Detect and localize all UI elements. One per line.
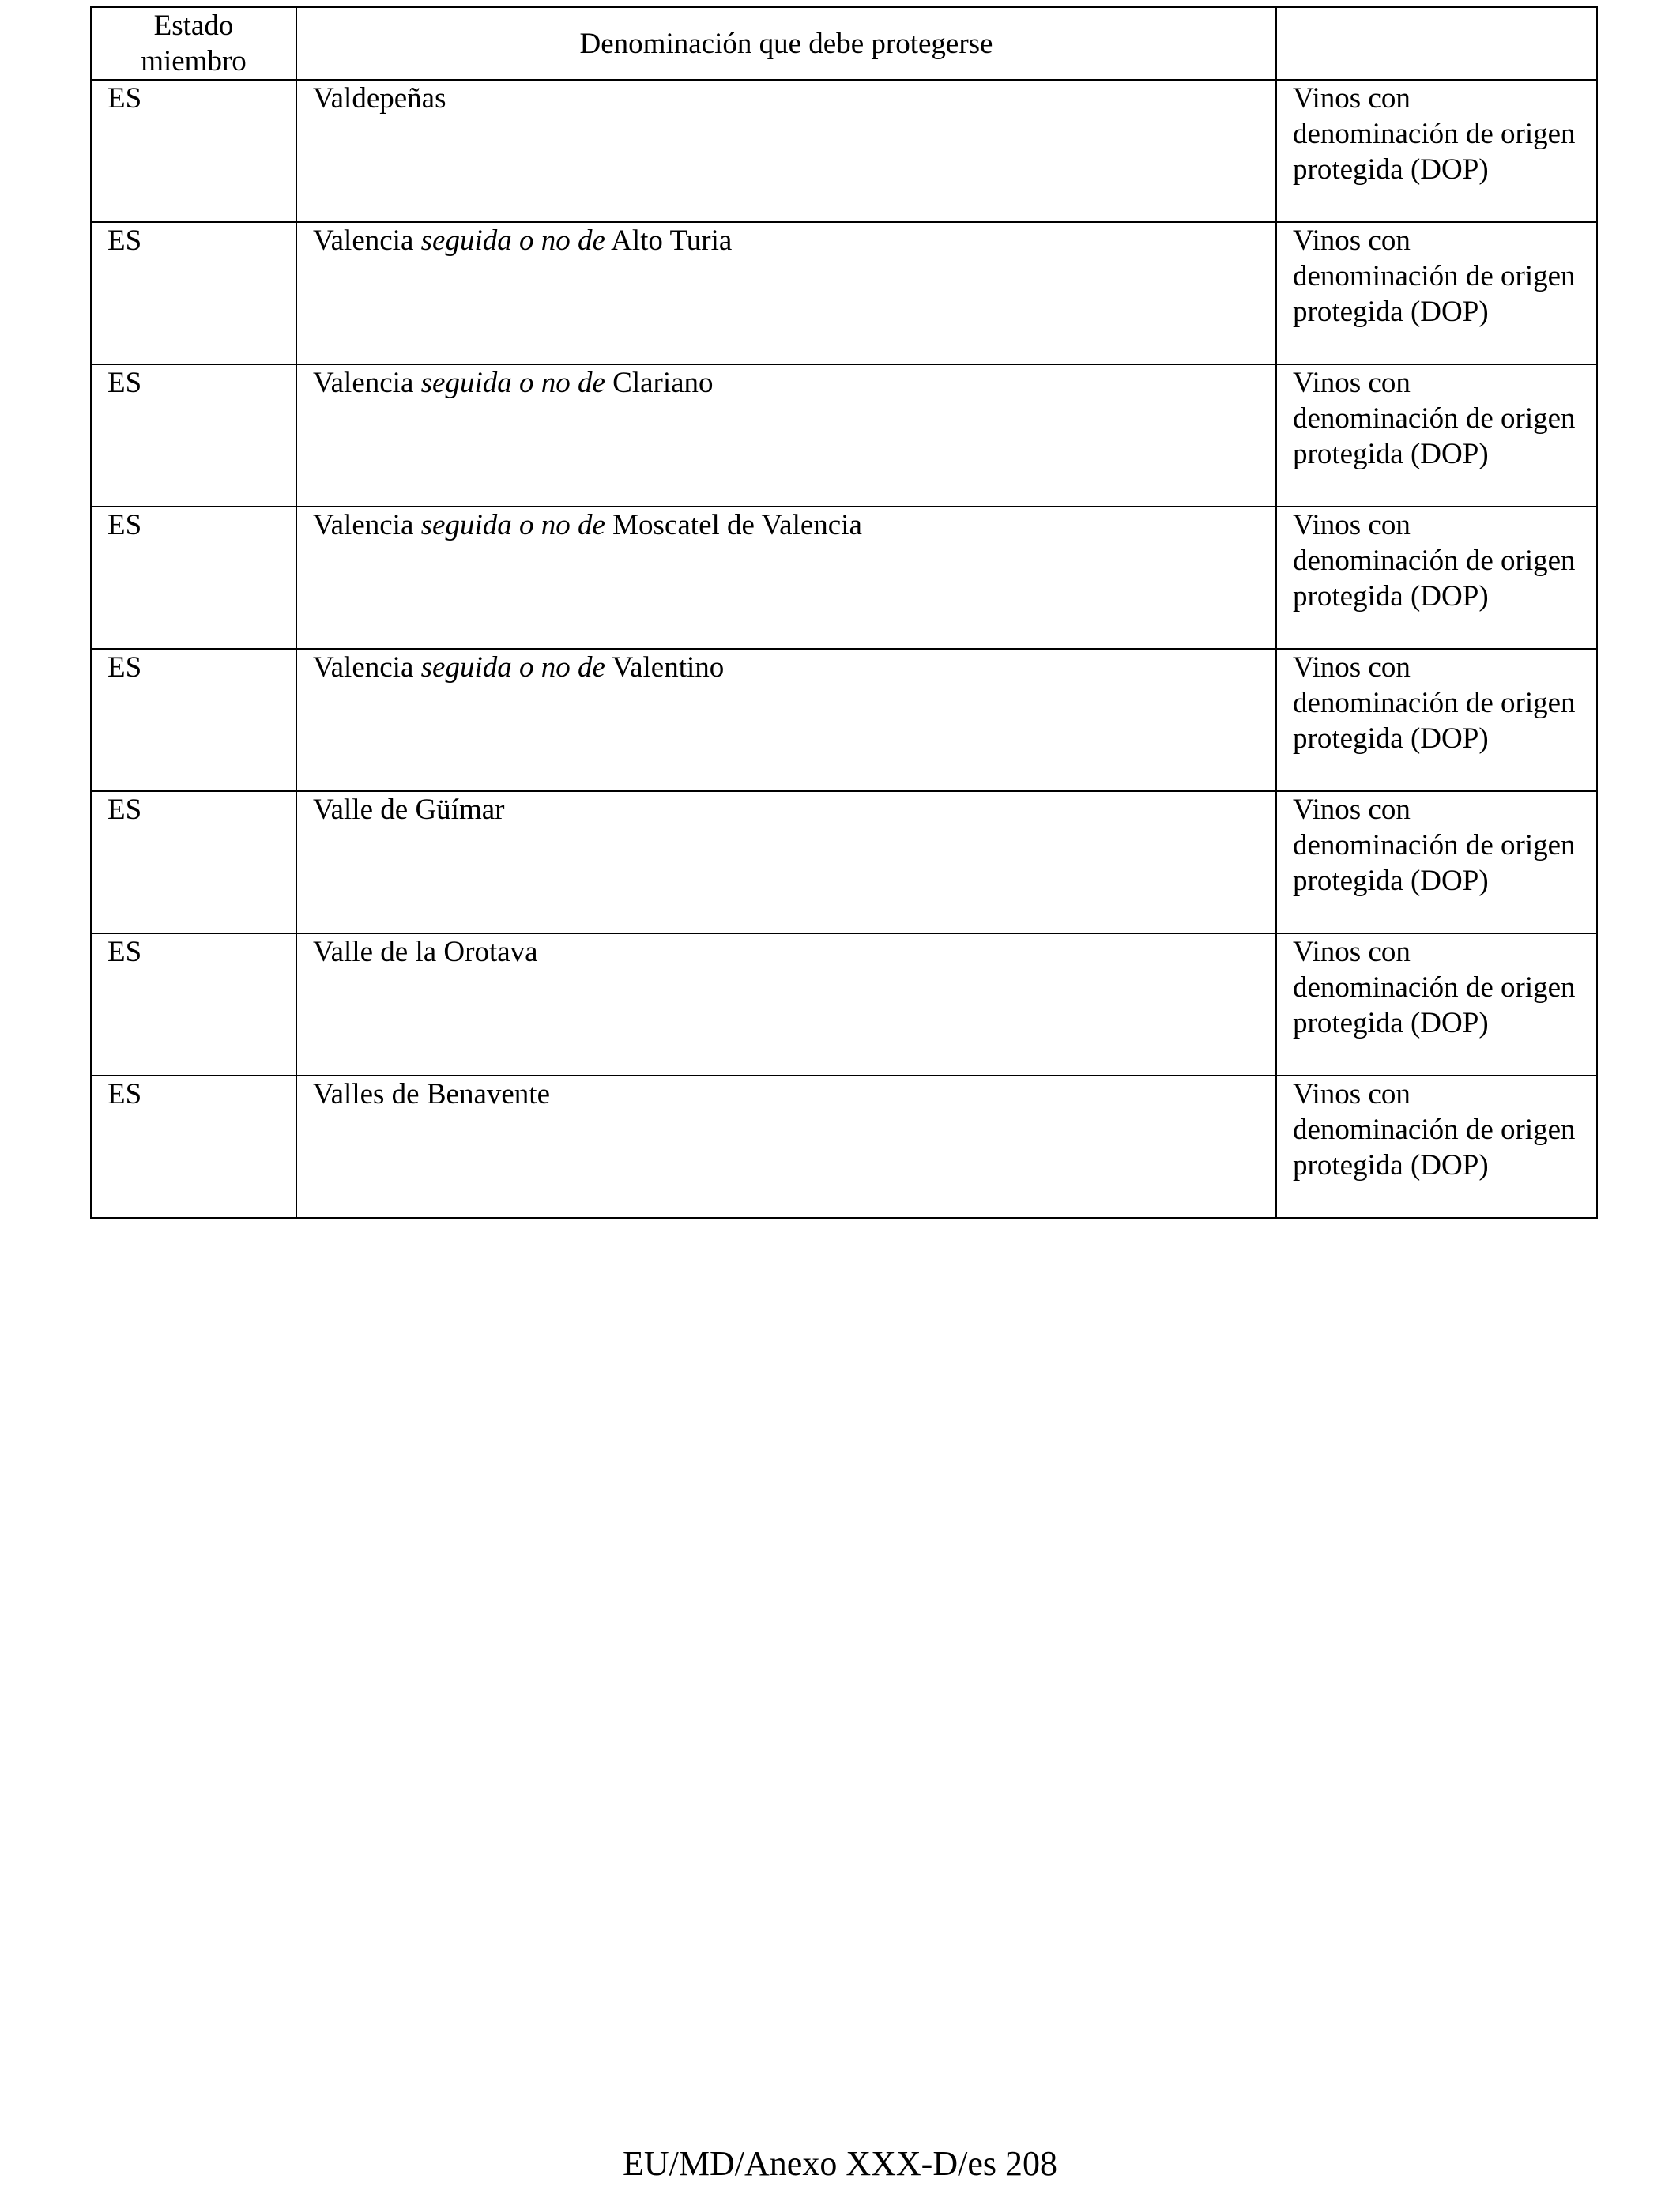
type-text: Vinos con denominación de origen protegida (DOP) <box>1293 367 1576 470</box>
header-member-state: Estado miembro <box>91 7 296 80</box>
name-qualifier: seguida o no de <box>420 367 605 399</box>
cell-type <box>1276 791 1597 933</box>
type-text: Vinos con denominación de origen protegida (DOP) <box>1293 224 1576 328</box>
cell-type <box>1276 507 1597 649</box>
table-row <box>91 791 1597 933</box>
name-qualifier: seguida o no de <box>420 651 605 684</box>
type-text: Vinos con denominación de origen protegida (DOP) <box>1293 509 1576 613</box>
cell-member-state: ES <box>91 80 296 222</box>
cell-member-state: ES <box>91 933 296 1076</box>
cell-member-state: ES <box>91 1076 296 1218</box>
table-row <box>91 222 1597 364</box>
header-protected-name: Denominación que debe protegerse <box>296 7 1276 80</box>
cell-type <box>1276 649 1597 791</box>
name-part: Valle de la Orotava <box>313 936 538 968</box>
name-part: Valentino <box>605 651 725 684</box>
table-row <box>91 649 1597 791</box>
table-body <box>91 80 1597 1218</box>
name-part: Alto Turia <box>605 224 733 257</box>
table-row <box>91 507 1597 649</box>
cell-protected-name <box>296 649 1276 791</box>
cell-type <box>1276 80 1597 222</box>
cell-protected-name <box>296 222 1276 364</box>
name-part: Valencia <box>313 651 421 684</box>
page-footer-reference: EU/MD/Anexo XXX-D/es 208 <box>623 2144 1057 2183</box>
name-qualifier: seguida o no de <box>420 224 605 257</box>
table-row <box>91 364 1597 507</box>
cell-protected-name <box>296 507 1276 649</box>
cell-type <box>1276 364 1597 507</box>
cell-member-state: ES <box>91 649 296 791</box>
cell-protected-name <box>296 791 1276 933</box>
type-text: Vinos con denominación de origen protegida (DOP) <box>1293 1078 1576 1182</box>
name-part: Moscatel de Valencia <box>605 509 862 541</box>
table-header-row <box>91 7 1597 80</box>
name-part: Valle de Güímar <box>313 794 505 826</box>
cell-type <box>1276 222 1597 364</box>
header-type <box>1276 7 1597 80</box>
cell-protected-name <box>296 1076 1276 1218</box>
name-qualifier: seguida o no de <box>420 509 605 541</box>
cell-protected-name <box>296 933 1276 1076</box>
name-part: Valencia <box>313 367 421 399</box>
table-row <box>91 1076 1597 1218</box>
name-part: Valencia <box>313 224 421 257</box>
cell-type <box>1276 1076 1597 1218</box>
name-part: Valdepeñas <box>313 82 446 115</box>
cell-protected-name <box>296 364 1276 507</box>
cell-member-state: ES <box>91 364 296 507</box>
cell-member-state: ES <box>91 507 296 649</box>
cell-member-state: ES <box>91 791 296 933</box>
name-part: Valles de Benavente <box>313 1078 550 1110</box>
table-row <box>91 80 1597 222</box>
name-part: Clariano <box>605 367 714 399</box>
protected-names-table <box>90 6 1598 1219</box>
table-row <box>91 933 1597 1076</box>
name-part: Valencia <box>313 509 421 541</box>
type-text: Vinos con denominación de origen protegida (DOP) <box>1293 82 1576 186</box>
type-text: Vinos con denominación de origen protegida (DOP) <box>1293 651 1576 755</box>
type-text: Vinos con denominación de origen protegida (DOP) <box>1293 936 1576 1039</box>
cell-type <box>1276 933 1597 1076</box>
cell-protected-name <box>296 80 1276 222</box>
type-text: Vinos con denominación de origen protegida (DOP) <box>1293 794 1576 897</box>
cell-member-state: ES <box>91 222 296 364</box>
